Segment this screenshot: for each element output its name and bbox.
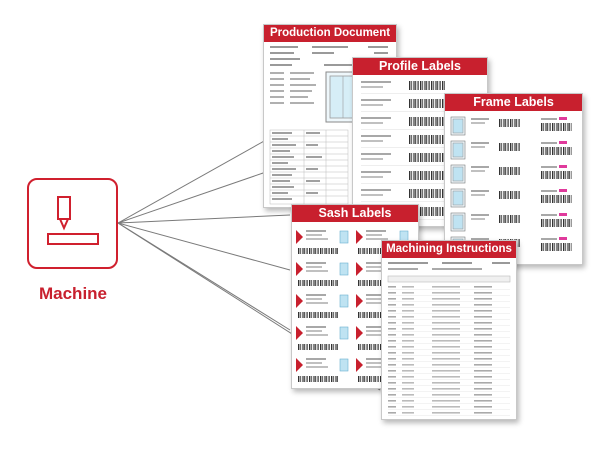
machining-instructions-body [382, 258, 516, 419]
machine-label: Machine [38, 284, 108, 303]
production-document-title: Production Document [264, 25, 396, 42]
machining-instructions-content [382, 258, 516, 419]
frame-labels-title: Frame Labels [445, 94, 582, 111]
machining-instructions-card [381, 240, 517, 420]
sash-labels-title: Sash Labels [292, 205, 418, 222]
machine-tool-icon [29, 180, 116, 267]
profile-labels-title: Profile Labels [353, 58, 487, 75]
machine-icon-box [27, 178, 118, 269]
machining-instructions-title: Machining Instructions [382, 241, 516, 258]
